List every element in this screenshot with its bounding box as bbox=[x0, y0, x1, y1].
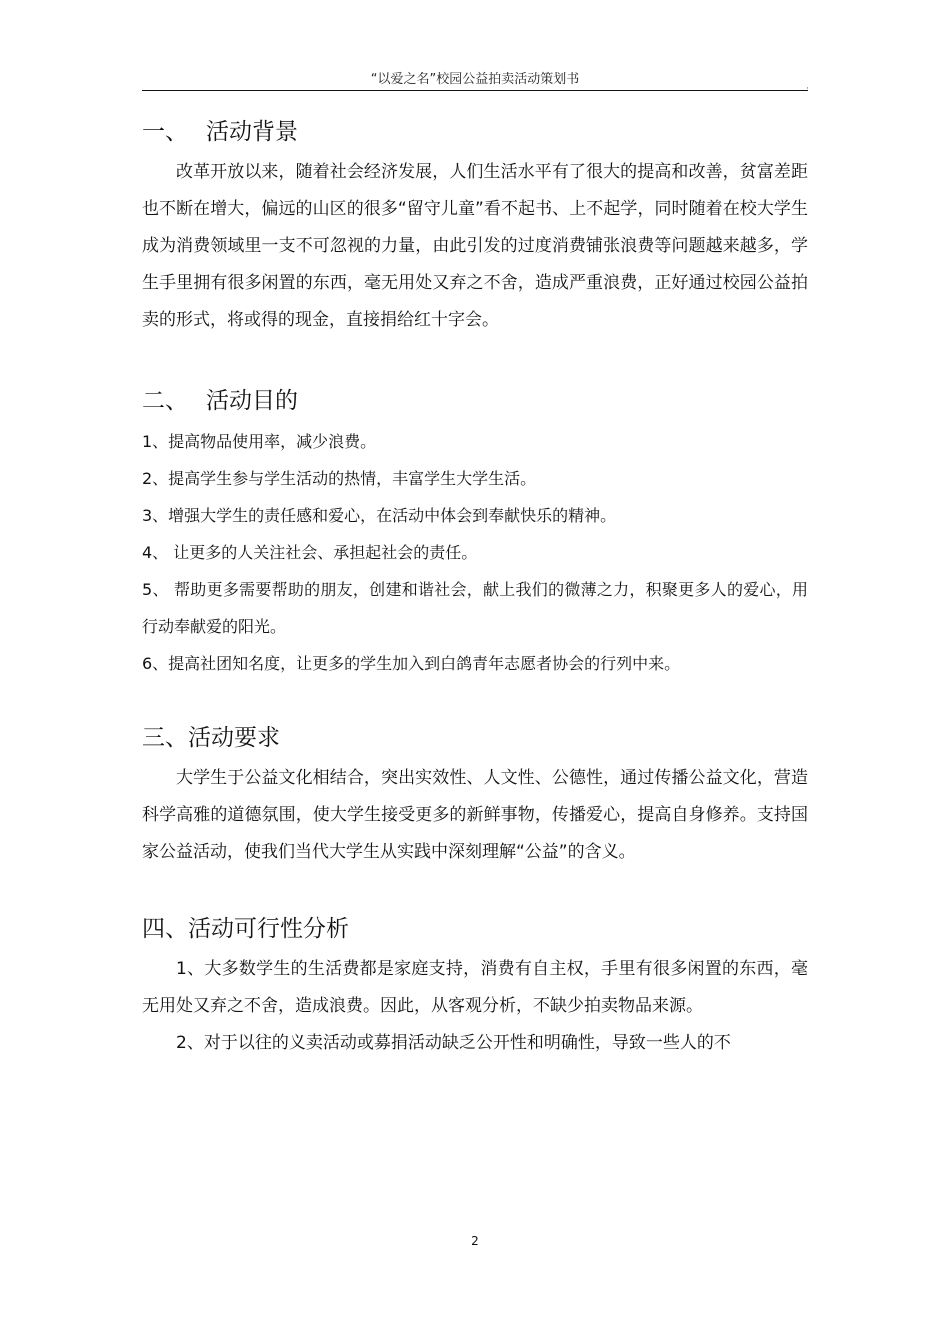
section-heading bbox=[142, 112, 808, 152]
body-paragraph: 2、对于以往的义卖活动或募捐活动缺乏公开性和明确性，导致一些人的不 bbox=[176, 1033, 731, 1053]
list-item: 4、 让更多的人关注社会、承担起社会的责任。 bbox=[142, 543, 478, 562]
header-rule bbox=[142, 90, 808, 91]
running-header: “以爱之名”校园公益拍卖活动策划书 bbox=[370, 72, 580, 87]
section-title: 活动背景 bbox=[206, 119, 298, 145]
section-title: 活动目的 bbox=[206, 388, 298, 414]
section-background bbox=[142, 112, 808, 339]
list-item: 6、提高社团知名度，让更多的学生加入到白鸽青年志愿者协会的行列中来。 bbox=[142, 654, 681, 673]
section-purpose bbox=[142, 381, 808, 682]
section-heading: 四、活动可行性分析 bbox=[142, 916, 349, 942]
header-mark: · bbox=[806, 84, 809, 94]
body-paragraph: 1、大多数学生的生活费都是家庭支持，消费有自主权，手里有很多闲置的东西，毫无用处又弃之不舍，造成浪费。因此，从客观分析，不缺少拍卖物品来源。 bbox=[142, 959, 808, 1016]
document-body bbox=[142, 112, 808, 1062]
list-item: 3、增强大学生的责任感和爱心，在活动中体会到奉献快乐的精神。 bbox=[142, 506, 617, 525]
section-number: 一、 bbox=[142, 119, 188, 145]
page-number: 2 bbox=[471, 1234, 479, 1248]
list-item: 1、提高物品使用率，减少浪费。 bbox=[142, 432, 377, 451]
section-number: 二、 bbox=[142, 388, 188, 414]
section-heading: 三、活动要求 bbox=[142, 725, 280, 751]
section-requirements bbox=[142, 718, 808, 871]
list-item: 2、提高学生参与学生活动的热情，丰富学生大学生活。 bbox=[142, 469, 537, 488]
list-item: 5、 帮助更多需要帮助的朋友，创建和谐社会，献上我们的微薄之力，积聚更多人的爱心，用行动奉献爱的阳光。 bbox=[142, 580, 808, 636]
body-paragraph: 改革开放以来，随着社会经济发展，人们生活水平有了很大的提高和改善，贫富差距也不断在增大，偏远的山区的很多“留守儿童”看不起书、上不起学，同时随着在校大学生成为消费领域里一支不可忽视的力量，由此引发的过度消费铺张浪费等问题越来越多，学生手里拥有很多闲置的东西，毫无用处又弃之不舍，造成严重浪费，正好通过校园公益拍卖的形式，将或得的现金，直接捐给红十字会。 bbox=[142, 162, 808, 330]
section-feasibility bbox=[142, 909, 808, 1062]
section-heading bbox=[142, 381, 808, 421]
body-paragraph: 大学生于公益文化相结合，突出实效性、人文性、公德性，通过传播公益文化，营造科学高雅的道德氛围，使大学生接受更多的新鲜事物，传播爱心，提高自身修养。支持国家公益活动，使我们当代大学生从实践中深刻理解“公益”的含义。 bbox=[142, 768, 808, 862]
